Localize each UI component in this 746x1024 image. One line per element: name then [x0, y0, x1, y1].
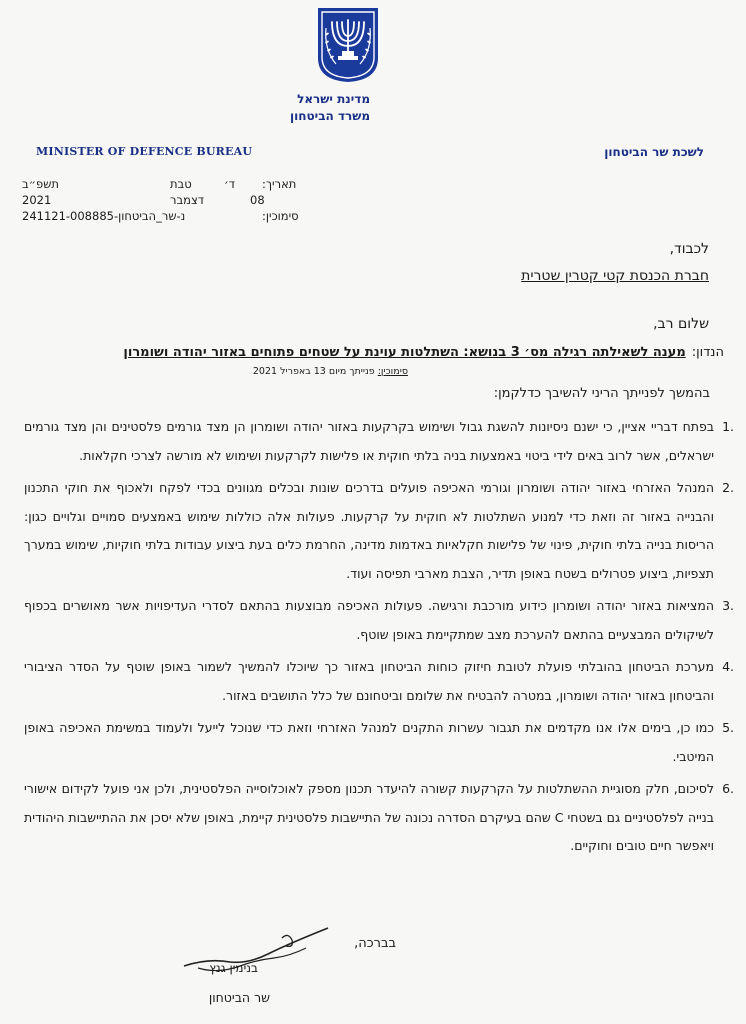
- intro-text: בהמשך לפנייתך הריני להשיבך כדלקמן:: [493, 386, 710, 401]
- reference-number: נ-שר_הביטחון-241121-008885: [22, 209, 186, 223]
- gregorian-day: 08: [250, 193, 265, 207]
- point-text: בפתח דבריי אציין, כי ישנם ניסיונות להשגת גבול ושימוש בקרקעות באזור יהודה ושומרון הן מצד גורמים פלסטינים והן מצד גורמים ישראלים, אשר לרוב באים לידי ביטוי באמצעות בניה בלתי חוקית או פלישות לקרקעות ושימוש לא מורשה לצרכי חקלאות.: [24, 419, 714, 463]
- point-number: 6.: [722, 781, 734, 796]
- gregorian-month: דצמבר: [170, 193, 205, 207]
- addressee: חברת הכנסת קטי קטרין שטרית: [521, 268, 709, 284]
- hebrew-year: תשפ״ב: [22, 177, 59, 191]
- hebrew-day: ד׳: [224, 177, 236, 191]
- subject-label: הנדון:: [691, 345, 724, 360]
- list-item: [24, 592, 740, 649]
- point-number: 2.: [722, 480, 734, 495]
- list-item: [24, 474, 740, 588]
- point-number: 5.: [722, 720, 734, 735]
- gregorian-year: 2021: [22, 193, 52, 207]
- point-text: מערכת הביטחון בהובלתי פועלת לטובת חיזוק כוחות הביטחון באזור כך שיוכלו להמשיך לשמור באופן שוטף על הסדר הציבורי והביטחון באזור יהודה ושומרון, במטרה להבטיח את שלומם וביטחונם של כלל התושבים באזור.: [24, 659, 714, 703]
- point-text: כמו כן, בימים אלו אנו מקדמים את תגבור עשרות התקנים למנהל האזרחי וזאת כדי שנוכל לייעל ולעמוד במשימת האכיפה באופן המיטבי.: [24, 720, 714, 764]
- ministry-name: משרד הביטחון: [290, 109, 370, 123]
- date-label: תאריך:: [262, 177, 297, 191]
- point-text: לסיכום, חלק מסוגיית ההשתלטות על הקרקעות קשורה להיעדר תכנון מספק לאוכלוסייה הפלסטינית, ולכן אני פועל לקידום אישורי בנייה לפלסטיניים גם בשטחי C שהם בעיקרם הסדרה נכונה של התיישבות פלסטינית קיימת, באופן שלא יסכן את ההתיישבות היהודית ויאפשר חיים טובים וחוקיים.: [24, 781, 714, 853]
- list-item: [24, 714, 740, 771]
- closing: בברכה,: [354, 936, 396, 951]
- subject-line: [123, 345, 724, 360]
- point-number: 1.: [722, 419, 734, 434]
- list-item: [24, 413, 740, 470]
- point-number: 3.: [722, 598, 734, 613]
- subject-text: מענה לשאילתה רגילה מס׳ 3 בנושא: השתלטות עוינת על שטחים פתוחים באזור יהודה ושומרון: [123, 345, 686, 360]
- reference-label: סימוכין:: [262, 209, 299, 223]
- salutation-to: לכבוד,: [669, 241, 709, 257]
- signer-title: שר הביטחון: [208, 990, 270, 1005]
- greeting: שלום רב,: [653, 316, 709, 332]
- state-name: מדינת ישראל: [297, 92, 370, 106]
- hebrew-month: טבת: [170, 177, 192, 191]
- subject-reference-text: פנייתך מיום 13 באפריל 2021: [252, 366, 375, 377]
- state-emblem-icon: [316, 6, 380, 84]
- points-list: [24, 413, 740, 865]
- point-text: המציאות באזור יהודה ושומרון כידוע מורכבת ורגישה. פעולות האכיפה מבוצעות בהתאם לסדרי העדיפויות אשר מאושרים בכפוף לשיקולים המבצעיים בהתאם להערכת מצב שמתקיימת באופן שוטף.: [24, 598, 714, 642]
- point-text: המנהל האזרחי באזור יהודה ושומרון וגורמי האכיפה פועלים בדרכים שונות ובכלים מגוונים בכדי לפקח ולאכוף את חוקי התכנון והבנייה באזור זה וזאת כדי למנוע השתלטות לא חוקית על קרקעות. פעולות אלה כוללות שימוש באמצעים סמויים וגלויים כגון: הריסות בנייה בלתי חוקית, פינוי של פלישות חקלאיות באדמות מדינה, החרמת כלים בעת ביצוע עבודות בלתי חוקיות, שימוש במערך תצפיות, ביצוע פטרולים בשטח באופן תדיר, הצבת מארבי תפיסה ועוד.: [24, 480, 714, 581]
- list-item: [24, 775, 740, 861]
- signer-name: בנימין גנץ: [209, 961, 258, 975]
- handwritten-signature: [178, 918, 338, 980]
- subject-reference: [253, 366, 408, 377]
- list-item: [24, 653, 740, 710]
- subject-reference-label: סימוכין:: [377, 366, 408, 377]
- bureau-name-english: MINISTER OF DEFENCE BUREAU: [36, 145, 253, 158]
- point-number: 4.: [722, 659, 734, 674]
- bureau-name-hebrew: לשכת שר הביטחון: [604, 145, 704, 159]
